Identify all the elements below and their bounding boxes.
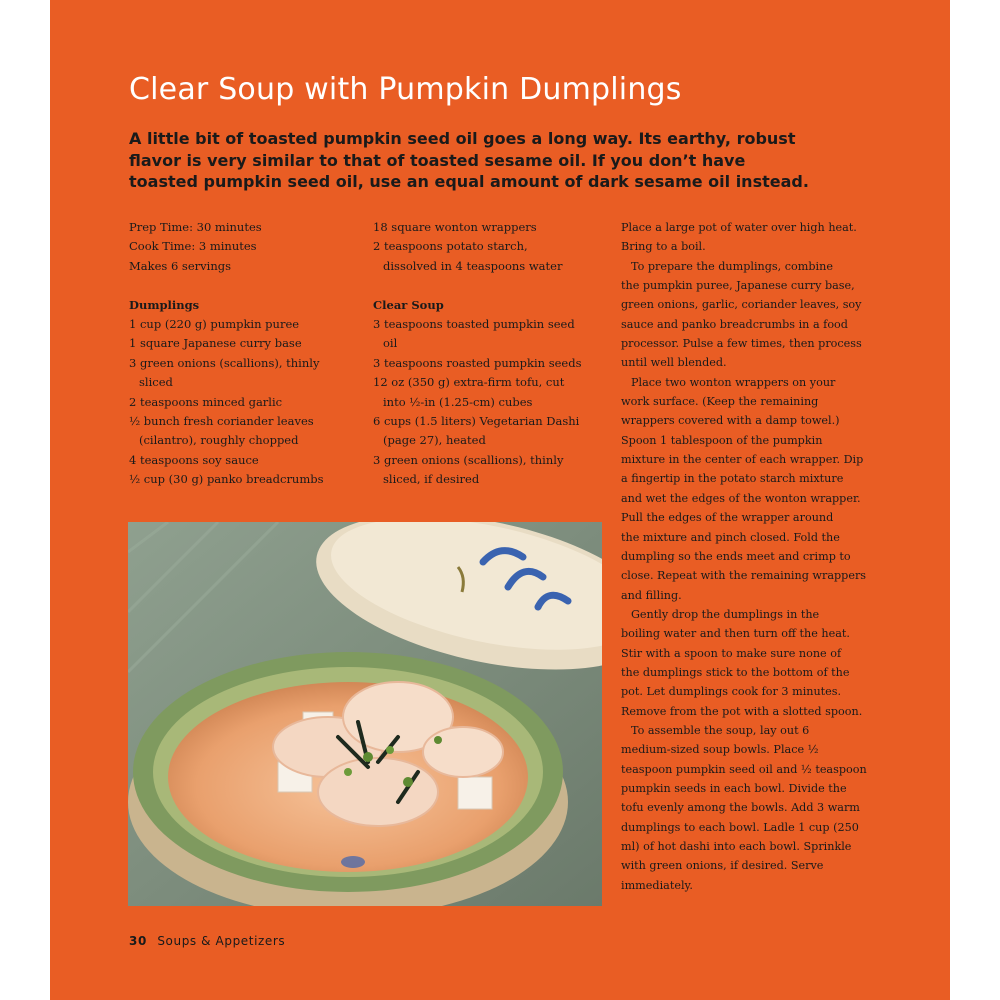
ingredient-line: ½ bunch fresh coriander leaves — [129, 414, 314, 429]
direction-line: Remove from the pot with a slotted spoon. — [621, 704, 863, 718]
section-name: Soups & Appetizers — [157, 934, 286, 948]
directions-text — [621, 218, 867, 895]
page-footer — [129, 934, 285, 948]
cookbook-page — [50, 0, 950, 1000]
direction-line: pumpkin seeds in each bowl. Divide the — [621, 781, 847, 795]
ingredient-line: 6 cups (1.5 liters) Vegetarian Dashi — [373, 414, 580, 429]
soup-photo — [128, 522, 602, 906]
direction-line: until well blended. — [621, 356, 727, 370]
page-number: 30 — [129, 934, 147, 948]
direction-line: Place a large pot of water over high heat. — [621, 221, 857, 234]
dumplings-heading: Dumplings — [129, 297, 200, 312]
dumplings-ingredient-list — [129, 315, 324, 490]
direction-line: To prepare the dumplings, combine — [631, 259, 833, 273]
ingredient-line: 3 green onions (scallions), thinly — [373, 452, 564, 467]
ingredient-line: 1 cup (220 g) pumpkin puree — [129, 317, 300, 332]
ingredient-line: 3 teaspoons roasted pumpkin seeds — [373, 355, 582, 370]
ingredient-line: (page 27), heated — [383, 433, 486, 448]
direction-line: immediately. — [621, 878, 693, 892]
recipe-intro — [129, 128, 809, 193]
ingredient-line: oil — [383, 336, 398, 351]
direction-line: with green onions, if desired. Serve — [621, 859, 824, 873]
direction-line: the mixture and pinch closed. Fold the — [621, 530, 840, 544]
wrapper-ingredient-list — [373, 218, 581, 276]
direction-line: dumplings to each bowl. Ladle 1 cup (250 — [621, 820, 859, 834]
direction-line: Place two wonton wrappers on your — [631, 375, 836, 389]
intro-line: toasted pumpkin seed oil, use an equal amount of dark sesame oil instead. — [129, 172, 809, 191]
ingredient-line: 2 teaspoons minced garlic — [129, 394, 283, 409]
direction-line: mixture in the center of each wrapper. Dip — [621, 453, 864, 467]
ingredient-line: (cilantro), roughly chopped — [139, 433, 299, 448]
direction-line: To assemble the soup, lay out 6 — [631, 723, 810, 737]
clear-soup-ingredient-list — [373, 315, 581, 490]
direction-line: medium-sized soup bowls. Place ½ — [621, 743, 819, 757]
direction-line: a fingertip in the potato starch mixture — [621, 472, 844, 486]
prep-time: Prep Time: 30 minutes — [129, 220, 262, 234]
direction-line: Spoon 1 tablespoon of the pumpkin — [621, 433, 823, 447]
ingredient-line: 3 teaspoons toasted pumpkin seed — [373, 317, 575, 332]
directions-column — [621, 218, 867, 895]
servings: Makes 6 servings — [129, 258, 231, 273]
ingredient-line: dissolved in 4 teaspoons water — [383, 258, 563, 273]
soup-bowl-illustration — [128, 522, 602, 906]
direction-line: and filling. — [621, 588, 682, 602]
intro-line: flavor is very similar to that of toasted sesame oil. If you don’t have — [129, 150, 746, 170]
direction-line: Gently drop the dumplings in the — [631, 607, 820, 621]
ingredients-column-left — [129, 218, 324, 490]
ingredient-line: into ½-in (1.25-cm) cubes — [383, 394, 533, 409]
direction-line: the pumpkin puree, Japanese curry base, — [621, 279, 855, 293]
direction-line: boiling water and then turn off the heat. — [621, 627, 850, 641]
direction-line: dumpling so the ends meet and crimp to — [621, 549, 851, 563]
direction-line: the dumplings stick to the bottom of the — [621, 665, 850, 679]
direction-line: Bring to a boil. — [621, 240, 706, 254]
recipe-title: Clear Soup with Pumpkin Dumplings — [129, 72, 682, 107]
ingredient-line: 3 green onions (scallions), thinly — [129, 355, 320, 370]
ingredient-line: ½ cup (30 g) panko breadcrumbs — [129, 472, 324, 487]
intro-line: A little bit of toasted pumpkin seed oil goes a long way. Its earthy, robust — [129, 129, 796, 148]
direction-line: work surface. (Keep the remaining — [621, 395, 819, 409]
direction-line: tofu evenly among the bowls. Add 3 warm — [621, 801, 860, 815]
ingredient-line: 4 teaspoons soy sauce — [129, 452, 259, 467]
direction-line: and wet the edges of the wonton wrapper. — [621, 491, 861, 505]
ingredient-line: sliced — [139, 375, 173, 390]
direction-line: ml) of hot dashi into each bowl. Sprinkle — [621, 840, 852, 853]
direction-line: Stir with a spoon to make sure none of — [621, 646, 842, 660]
ingredients-column-middle — [373, 218, 581, 490]
direction-line: processor. Pulse a few times, then process — [621, 337, 862, 351]
direction-line: pot. Let dumplings cook for 3 minutes. — [621, 685, 842, 699]
direction-line: Pull the edges of the wrapper around — [621, 511, 834, 525]
ingredient-line: 2 teaspoons potato starch, — [373, 239, 528, 254]
direction-line: wrappers covered with a damp towel.) — [621, 414, 840, 428]
direction-line: green onions, garlic, coriander leaves, soy — [621, 298, 862, 312]
ingredient-line: sliced, if desired — [383, 472, 480, 487]
cook-time: Cook Time: 3 minutes — [129, 239, 257, 254]
ingredient-line: 18 square wonton wrappers — [373, 220, 537, 234]
clear-soup-heading: Clear Soup — [373, 297, 444, 312]
direction-line: sauce and panko breadcrumbs in a food — [621, 317, 848, 331]
direction-line: teaspoon pumpkin seed oil and ½ teaspoon — [621, 762, 867, 776]
direction-line: close. Repeat with the remaining wrappers — [621, 569, 867, 583]
ingredient-line: 12 oz (350 g) extra-firm tofu, cut — [373, 375, 565, 390]
ingredient-line: 1 square Japanese curry base — [129, 336, 302, 351]
